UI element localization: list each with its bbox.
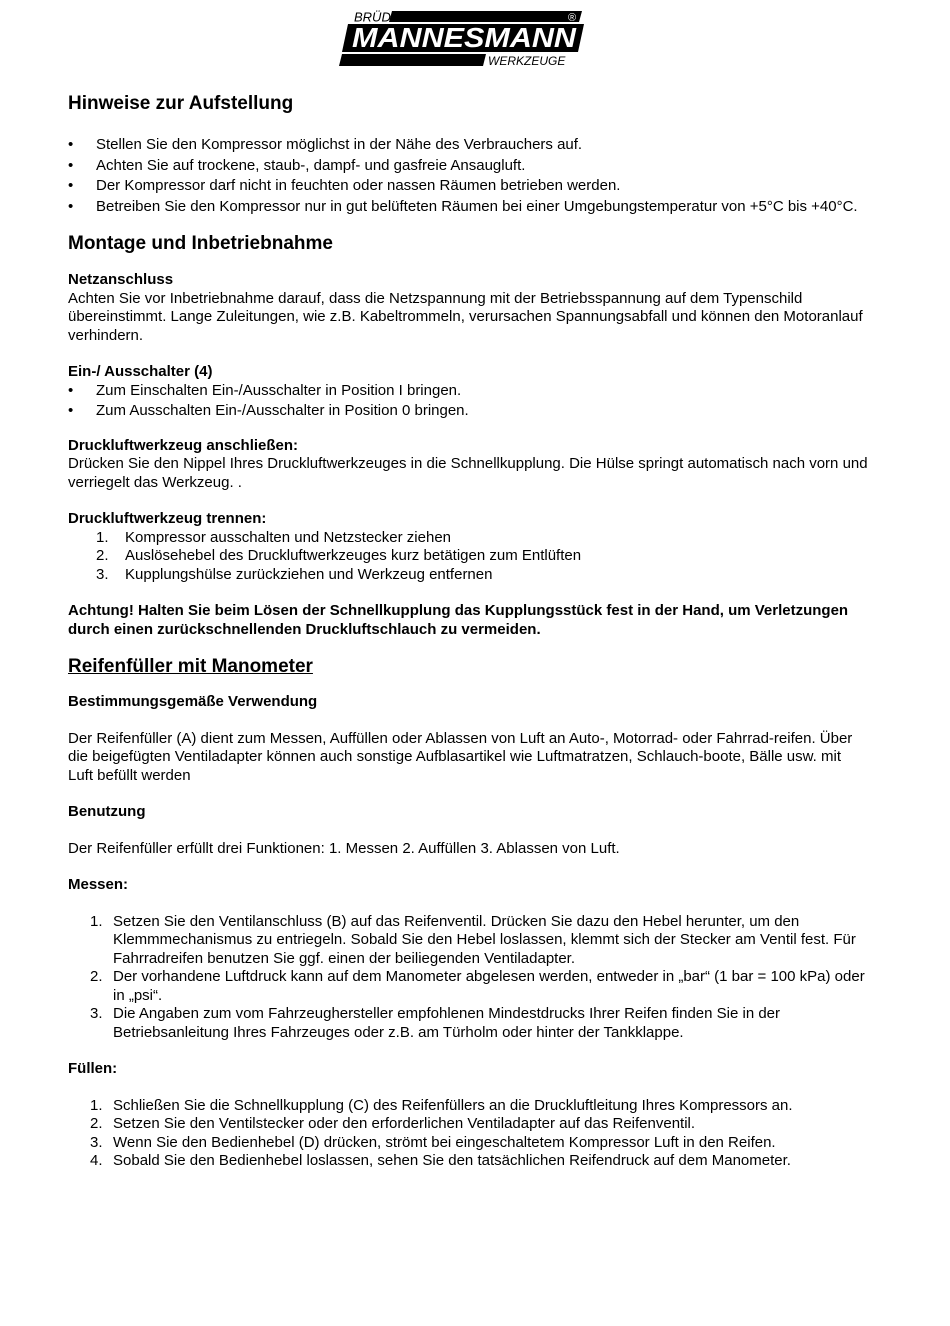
subheading-schalter: Ein-/ Ausschalter (4) bbox=[68, 363, 213, 380]
list-item: 2. Setzen Sie den Ventilstecker oder den erforderlichen Ventiladapter auf das Reifenventil. bbox=[90, 1115, 696, 1132]
list-item: 1. Kompressor ausschalten und Netzstecker ziehen bbox=[96, 528, 452, 546]
list-item: 3. Kupplungshülse zurückziehen und Werkzeug entfernen bbox=[96, 565, 493, 583]
subheading-anschliessen: Druckluftwerkzeug anschließen: bbox=[68, 436, 299, 454]
logo-bottom-text: WERKZEUGE bbox=[488, 54, 566, 68]
logo-registered-mark: ® bbox=[568, 12, 577, 24]
document-body bbox=[68, 92, 868, 1171]
heading-montage: Montage und Inbetriebnahme bbox=[68, 233, 333, 254]
subheading-benutzung: Benutzung bbox=[68, 803, 146, 820]
heading-reifenfueller: Reifenfüller mit Manometer bbox=[68, 656, 313, 677]
heading-aufstellung: Hinweise zur Aufstellung bbox=[68, 93, 294, 114]
paragraph-verwendung: Der Reifenfüller (A) dient zum Messen, Auffüllen oder Ablassen von Luft an Auto-, Motorrad- oder Fahrrad-reifen. Über die beigefügten Ventiladapter können auch sonstige Aufblasartikel wie Luftmatratzen, Schlauch-boote, Bälle usw. mit Luft befüllt werden bbox=[68, 729, 853, 784]
subheading-fuellen: Füllen: bbox=[68, 1060, 118, 1077]
list-item: • Stellen Sie den Kompressor möglichst in der Nähe des Verbrauchers auf. bbox=[68, 136, 868, 155]
list-item: 2. Der vorhandene Luftdruck kann auf dem Manometer abgelesen werden, entweder in „bar“ (1 bar = 100 kPa) oder in „psi“. bbox=[90, 968, 865, 1004]
trennen-list bbox=[68, 529, 868, 585]
list-item: 2. Auslösehebel des Druckluftwerkzeuges kurz betätigen zum Entlüften bbox=[96, 547, 582, 564]
list-item: 1. Schließen Sie die Schnellkupplung (C) des Reifenfüllers an die Druckluftleitung Ihres Kompressors an. bbox=[90, 1096, 793, 1114]
logo-main-text: MANNESMANN bbox=[352, 22, 577, 53]
list-item: • Betreiben Sie den Kompressor nur in gut belüfteten Räumen bei einer Umgebungstemperatur von +5°C bis +40°C. bbox=[68, 198, 868, 217]
logo-top-text: BRÜDER bbox=[354, 9, 409, 25]
fuellen-list bbox=[68, 1097, 868, 1171]
paragraph-anschliessen: Drücken Sie den Nippel Ihres Druckluftwerkzeuges in die Schnellkupplung. Die Hülse springt automatisch nach vorn und verriegelt das Werkzeug. . bbox=[68, 455, 868, 491]
brand-logo bbox=[338, 8, 590, 70]
list-item: 3. Die Angaben zum vom Fahrzeughersteller empfohlenen Mindestdrucks Ihrer Reifen finden Sie in der Betriebsanleitung Ihres Fahrzeuges oder z.B. am Türholm oder hinter der Tankklappe. bbox=[90, 1005, 781, 1041]
subheading-trennen: Druckluftwerkzeug trennen: bbox=[68, 510, 267, 527]
paragraph-netzanschluss: Achten Sie vor Inbetriebnahme darauf, dass die Netzspannung mit der Betriebsspannung auf dem Typenschild übereinstimmt. Lange Zuleitungen, wie z.B. Kabeltrommeln, verursachen Spannungsabfall und können den Motoranlauf verhindern. bbox=[68, 289, 863, 344]
warning-text: Achtung! Halten Sie beim Lösen der Schnellkupplung das Kupplungsstück fest in der Hand, um Verletzungen durch einen zurückschnellenden Druckluftschlauch zu vermeiden. bbox=[68, 602, 849, 638]
aufstellung-list bbox=[68, 136, 868, 216]
list-item: • Achten Sie auf trockene, staub-, dampf- und gasfreie Ansaugluft. bbox=[68, 157, 868, 176]
subheading-netzanschluss: Netzanschluss bbox=[68, 271, 174, 288]
list-item: • Der Kompressor darf nicht in feuchten oder nassen Räumen betrieben werden. bbox=[68, 177, 868, 196]
list-item: 3. Wenn Sie den Bedienhebel (D) drücken, strömt bei eingeschaltetem Kompressor Luft in den Reifen. bbox=[90, 1133, 776, 1151]
subheading-verwendung: Bestimmungsgemäße Verwendung bbox=[68, 693, 318, 710]
list-item: 1. Setzen Sie den Ventilanschluss (B) auf das Reifenventil. Drücken Sie dazu den Hebel herunter, um den Klemmmechanismus zu entriegeln. Sobald Sie den Hebel loslassen, klemmt sich der Stecker am Ventil fest. Für Fahrradreifen benutzen Sie ggf. einen der beiliegenden Ventiladapter. bbox=[90, 912, 856, 967]
list-item: • Zum Ausschalten Ein-/Ausschalter in Position 0 bringen. bbox=[68, 402, 868, 421]
schalter-list bbox=[68, 382, 868, 421]
paragraph-benutzung: Der Reifenfüller erfüllt drei Funktionen: 1. Messen 2. Auffüllen 3. Ablassen von Luft. bbox=[68, 839, 620, 857]
subheading-messen: Messen: bbox=[68, 876, 129, 893]
list-item: • Zum Einschalten Ein-/Ausschalter in Position I bringen. bbox=[68, 382, 868, 401]
messen-list bbox=[68, 913, 868, 1043]
list-item: 4. Sobald Sie den Bedienhebel loslassen, sehen Sie den tatsächlichen Reifendruck auf dem Manometer. bbox=[90, 1152, 791, 1169]
